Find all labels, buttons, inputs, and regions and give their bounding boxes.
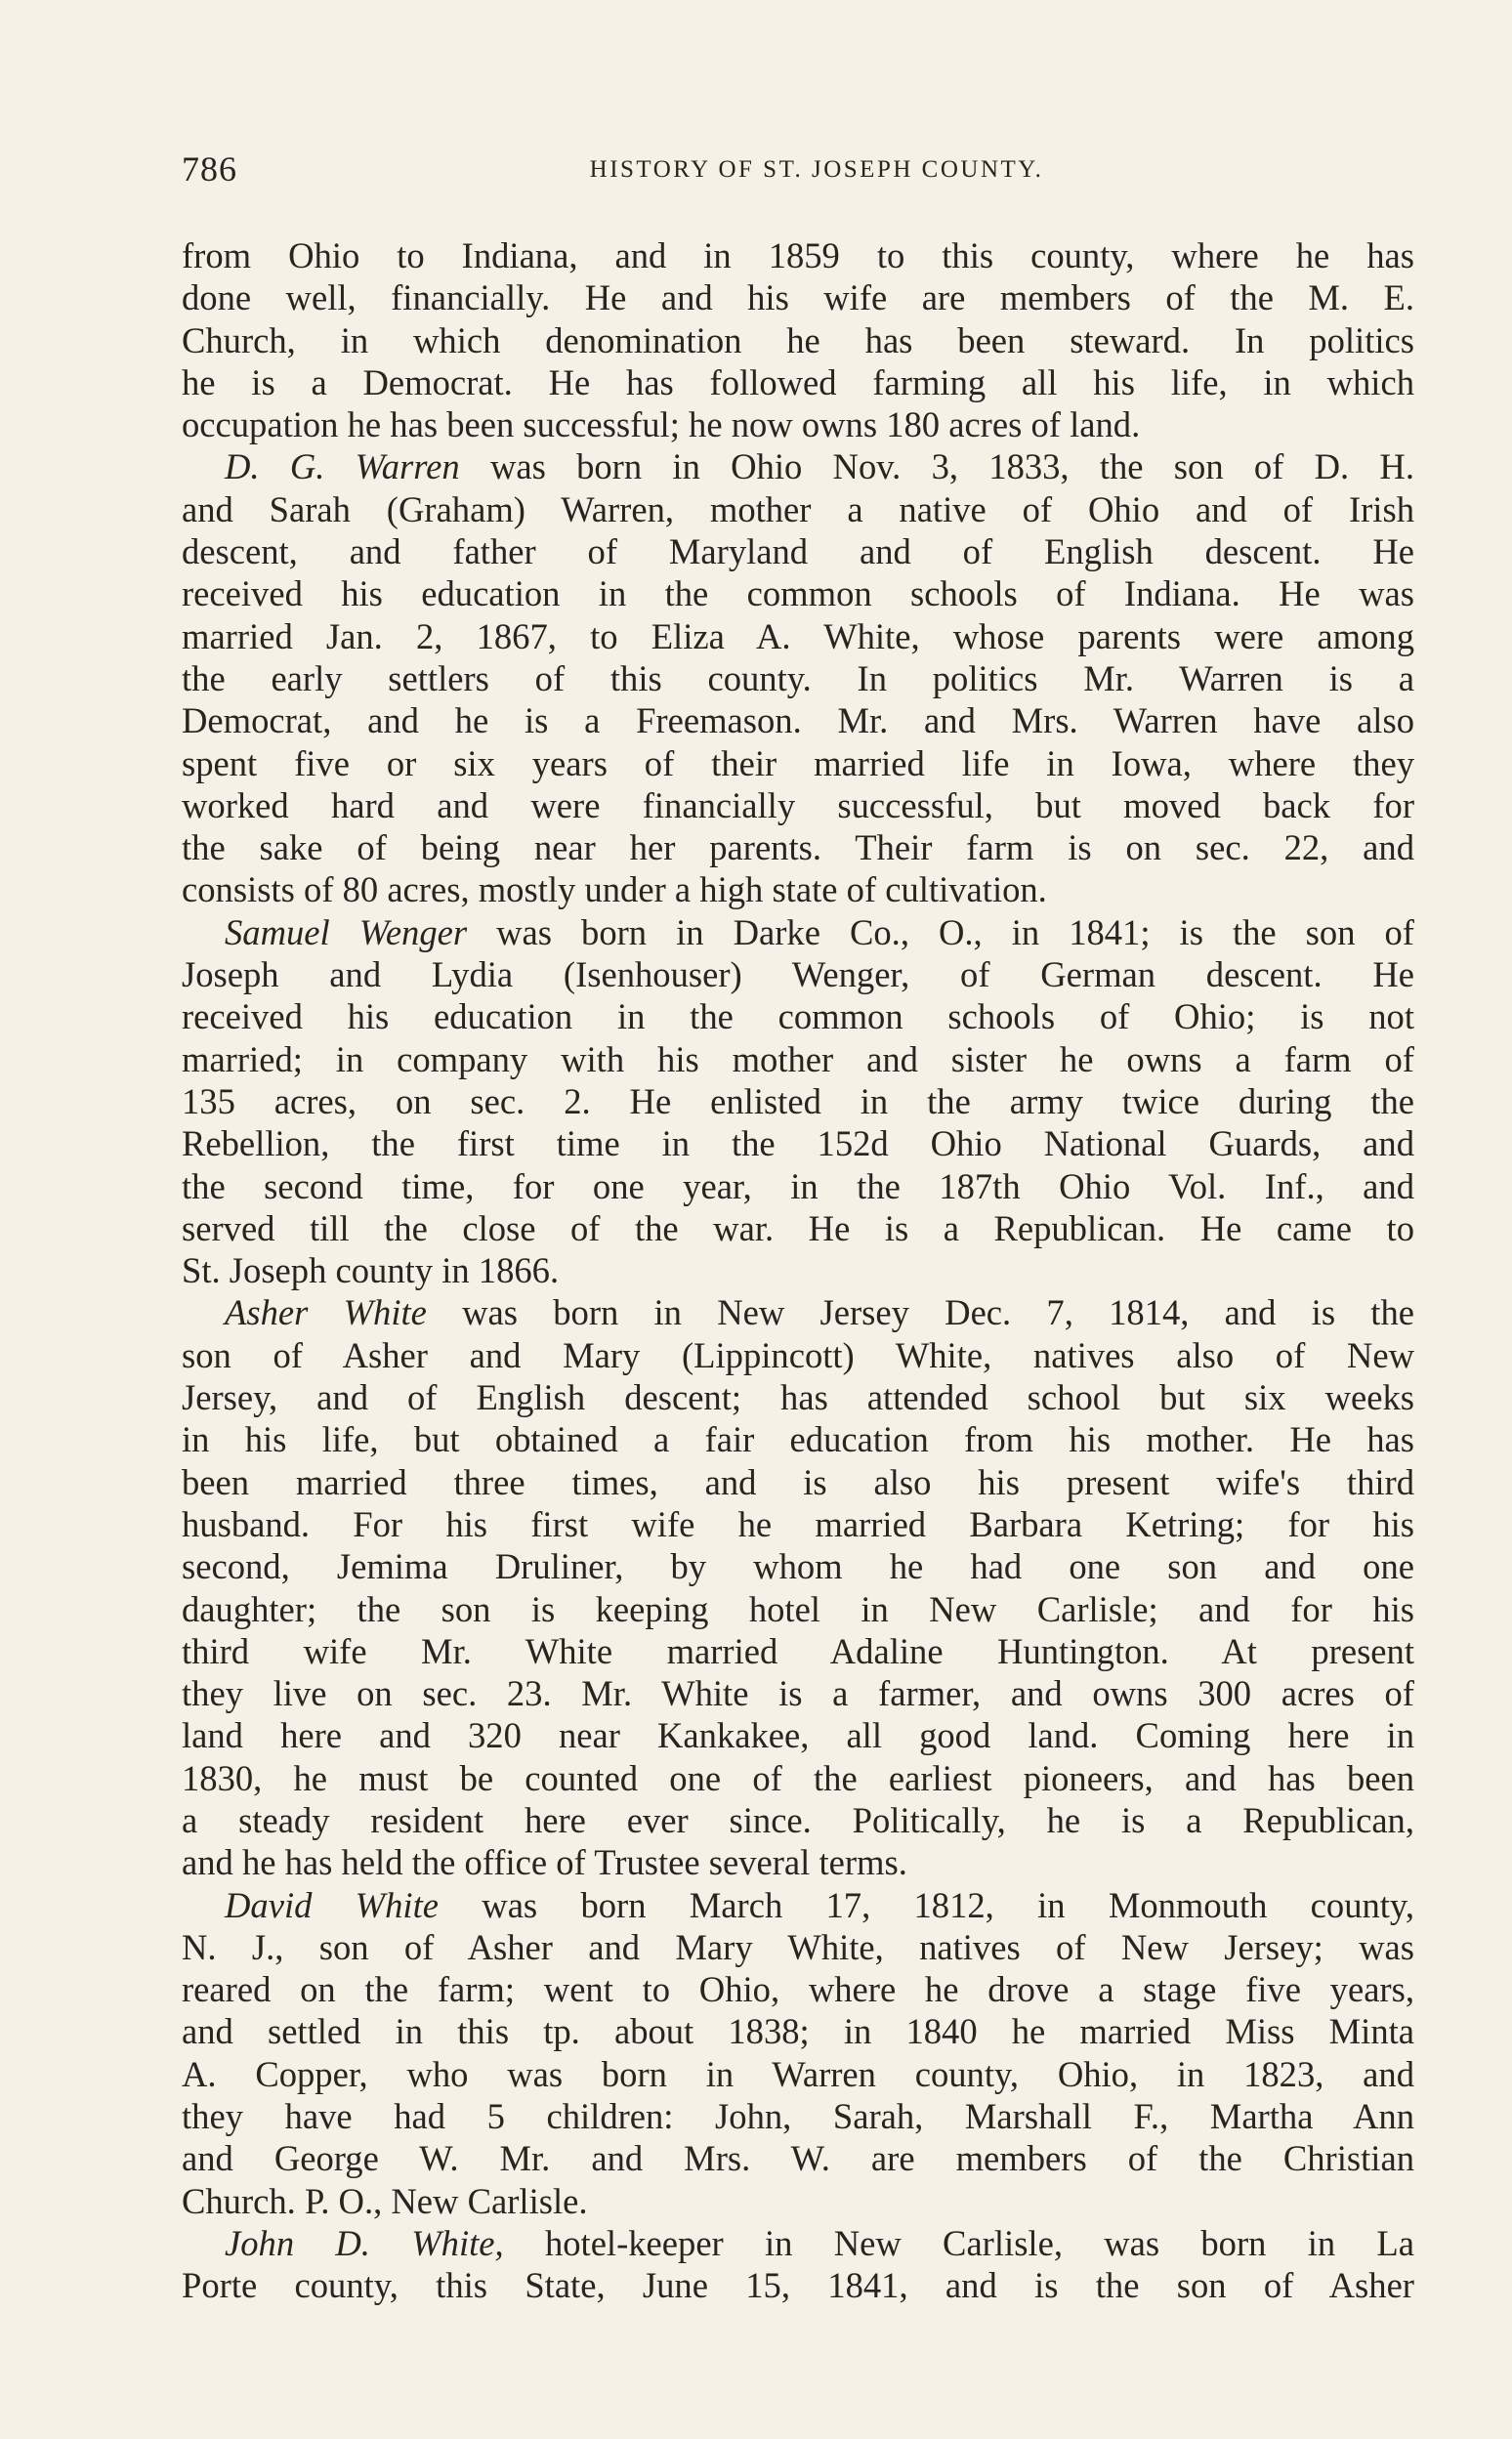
text-line: [182, 826, 1414, 868]
text-line: [182, 911, 1414, 953]
biography-paragraph: [182, 2222, 1414, 2307]
line-text: descent, and father of Maryland and of English descent. He: [182, 531, 1414, 572]
line-text: consists of 80 acres, mostly under a high state of cultivation.: [182, 869, 1047, 910]
line-text: the second time, for one year, in the 187th Ohio Vol. Inf., and: [182, 1165, 1414, 1206]
page-number: 786: [182, 149, 237, 189]
line-text: Church, in which denomination he has been steward. In politics: [182, 319, 1414, 360]
text-line: [182, 1207, 1414, 1249]
biography-paragraph: [182, 1291, 1414, 1883]
text-line: [182, 1672, 1414, 1714]
text-line: [182, 1588, 1414, 1630]
line-text: the sake of being near her parents. Their farm is on sec. 22, and: [182, 827, 1414, 868]
line-text: in his life, but obtained a fair education from his mother. He has: [182, 1419, 1414, 1460]
line-text: they live on sec. 23. Mr. White is a farmer, and owns 300 acres of: [182, 1673, 1414, 1714]
line-text: Church. P. O., New Carlisle.: [182, 2180, 588, 2221]
line-text: second, Jemima Druliner, by whom he had one son and one: [182, 1546, 1414, 1587]
line-text: husband. For his first wife he married Barbara Ketring; for his: [182, 1503, 1414, 1544]
text-line: [182, 445, 1414, 487]
text-line: [182, 2264, 1414, 2306]
line-text: Rebellion, the first time in the 152d Ohio National Guards, and: [182, 1123, 1414, 1164]
text-line: [182, 1122, 1414, 1164]
text-line: [182, 2137, 1414, 2179]
line-text: received his education in the common schools of Ohio; is not: [182, 996, 1414, 1037]
line-text: they have had 5 children: John, Sarah, Marshall F., Martha Ann: [182, 2096, 1414, 2137]
biography-name: John D. White,: [225, 2222, 504, 2263]
line-text: occupation he has been successful; he now owns 180 acres of land.: [182, 404, 1141, 445]
text-line: [182, 1714, 1414, 1756]
line-text: and George W. Mr. and Mrs. W. are members of the Christian: [182, 2138, 1414, 2179]
line-text: third wife Mr. White married Adaline Huntington. At present: [182, 1630, 1414, 1671]
line-text: received his education in the common schools of Indiana. He was: [182, 573, 1414, 614]
line-text: Jersey, and of English descent; has attended school but six weeks: [182, 1377, 1414, 1418]
biography-name: Asher White: [225, 1292, 427, 1333]
text-line: [182, 742, 1414, 784]
line-text: been married three times, and is also his present wife's third: [182, 1461, 1414, 1502]
line-text: done well, financially. He and his wife are members of the M. E.: [182, 277, 1414, 318]
text-line: [182, 1884, 1414, 1926]
text-line: [182, 868, 1414, 910]
line-text: spent five or six years of their married life in Iowa, where they: [182, 742, 1414, 783]
line-text: St. Joseph county in 1866.: [182, 1250, 560, 1291]
line-text: he is a Democrat. He has followed farming all his life, in which: [182, 361, 1414, 402]
text-line: [182, 488, 1414, 530]
text-line: [182, 1503, 1414, 1545]
text-line: [182, 1334, 1414, 1376]
text-line: [182, 276, 1414, 318]
text-line: [182, 1545, 1414, 1587]
line-text: worked hard and were financially successful, but moved back for: [182, 784, 1414, 825]
text-line: [182, 699, 1414, 741]
text-line: [182, 1630, 1414, 1672]
line-text: and settled in this tp. about 1838; in 1840 he married Miss Minta: [182, 2011, 1414, 2052]
text-line: [182, 784, 1414, 826]
text-line: [182, 2222, 1414, 2264]
text-line: [182, 2095, 1414, 2137]
biography-paragraph: [182, 445, 1414, 910]
text-line: [182, 1291, 1414, 1333]
text-line: [182, 1461, 1414, 1503]
text-line: [182, 1165, 1414, 1207]
text-line: [182, 615, 1414, 657]
line-text: served till the close of the war. He is a Republican. He came to: [182, 1207, 1414, 1248]
line-text: a steady resident here ever since. Politically, he is a Republican,: [182, 1799, 1414, 1840]
biography-name: David White: [225, 1884, 439, 1925]
continued-paragraph: [182, 234, 1414, 445]
text-line: [182, 234, 1414, 276]
text-line: [182, 1418, 1414, 1460]
line-text: Joseph and Lydia (Isenhouser) Wenger, of German descent. He: [182, 954, 1414, 995]
line-text: A. Copper, who was born in Warren county, Ohio, in 1823, and: [182, 2053, 1414, 2094]
text-line: [182, 953, 1414, 995]
text-line: [182, 1841, 1414, 1883]
body-text: [182, 234, 1414, 2307]
running-head: HISTORY OF ST. JOSEPH COUNTY.: [589, 156, 1044, 183]
line-text: was born in Ohio Nov. 3, 1833, the son of D. H.: [489, 446, 1414, 487]
text-line: [182, 572, 1414, 614]
line-text: the early settlers of this county. In politics Mr. Warren is a: [182, 657, 1414, 698]
text-line: [182, 361, 1414, 403]
text-line: [182, 1249, 1414, 1291]
line-text: married; in company with his mother and sister he owns a farm of: [182, 1038, 1414, 1079]
text-line: [182, 1799, 1414, 1841]
text-line: [182, 403, 1414, 445]
biography-paragraph: [182, 1884, 1414, 2222]
line-text: son of Asher and Mary (Lippincott) White, natives also of New: [182, 1334, 1414, 1375]
line-text: from Ohio to Indiana, and in 1859 to this county, where he has: [182, 235, 1414, 275]
line-text: Porte county, this State, June 15, 1841, and is the son of Asher: [182, 2265, 1414, 2306]
text-line: [182, 319, 1414, 361]
page-header: [182, 148, 1412, 195]
text-line: [182, 1926, 1414, 1968]
text-line: [182, 2010, 1414, 2052]
biography-name: Samuel Wenger: [225, 911, 468, 952]
line-text: land here and 320 near Kankakee, all good land. Coming here in: [182, 1715, 1414, 1756]
text-line: [182, 1080, 1414, 1122]
line-text: reared on the farm; went to Ohio, where he drove a stage five years,: [182, 1969, 1414, 2010]
line-text: was born March 17, 1812, in Monmouth county,: [482, 1884, 1414, 1925]
text-line: [182, 995, 1414, 1037]
biography-paragraph: [182, 911, 1414, 1292]
text-line: [182, 2053, 1414, 2095]
text-line: [182, 657, 1414, 699]
text-line: [182, 1038, 1414, 1080]
line-text: 135 acres, on sec. 2. He enlisted in the army twice during the: [182, 1080, 1414, 1121]
line-text: daughter; the son is keeping hotel in New Carlisle; and for his: [182, 1588, 1414, 1629]
text-line: [182, 1757, 1414, 1799]
line-text: 1830, he must be counted one of the earliest pioneers, and has been: [182, 1757, 1414, 1798]
text-line: [182, 2180, 1414, 2222]
line-text: hotel-keeper in New Carlisle, was born in La: [544, 2222, 1414, 2263]
line-text: Democrat, and he is a Freemason. Mr. and Mrs. Warren have also: [182, 700, 1414, 741]
text-line: [182, 1968, 1414, 2010]
line-text: and Sarah (Graham) Warren, mother a native of Ohio and of Irish: [182, 488, 1414, 529]
line-text: was born in Darke Co., O., in 1841; is the son of: [496, 911, 1414, 952]
biography-name: D. G. Warren: [225, 446, 460, 487]
text-line: [182, 530, 1414, 572]
text-line: [182, 1376, 1414, 1418]
line-text: was born in New Jersey Dec. 7, 1814, and is the: [462, 1292, 1414, 1333]
line-text: married Jan. 2, 1867, to Eliza A. White, whose parents were among: [182, 615, 1414, 656]
line-text: and he has held the office of Trustee several terms.: [182, 1842, 907, 1883]
line-text: N. J., son of Asher and Mary White, natives of New Jersey; was: [182, 1926, 1414, 1967]
